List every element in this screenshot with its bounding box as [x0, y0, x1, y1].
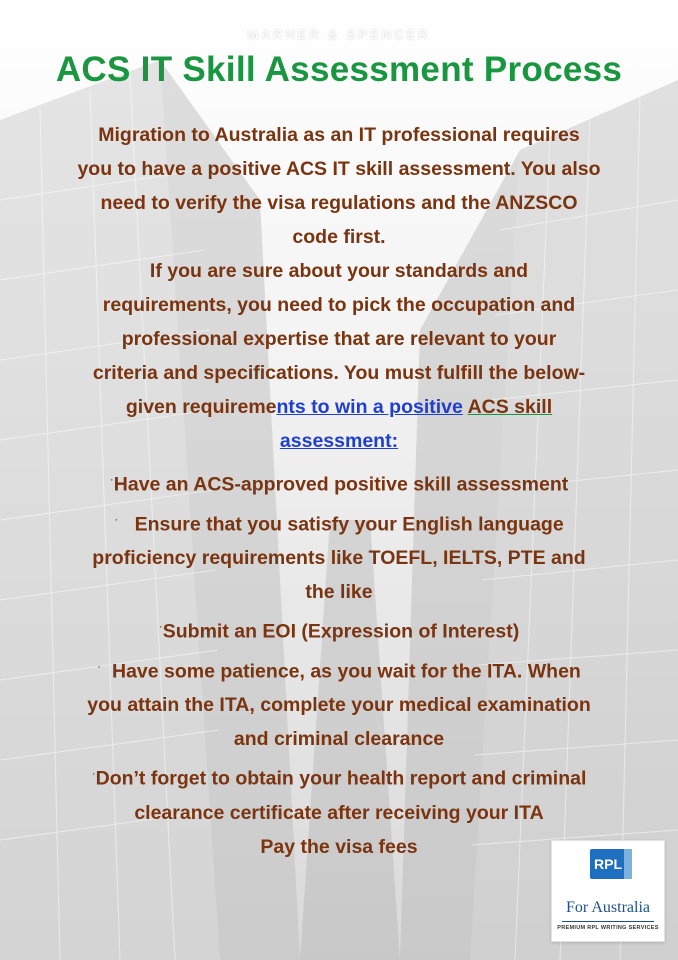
bullet-dot-icon: · [91, 766, 96, 780]
bullet-dot-icon: · [97, 658, 102, 673]
intro-line-link [0, 424, 678, 458]
bullet-item [0, 649, 678, 689]
bullet-item [0, 502, 678, 542]
bullet-item [0, 462, 678, 502]
bullet-line: proficiency requirements like TOEFL, IELTS, PTE and [92, 547, 586, 569]
logo-tagline: PREMIUM RPL WRITING SERVICES [557, 925, 659, 931]
intro-line-with-link [0, 390, 678, 424]
bullet-item [0, 756, 678, 796]
logo-name: For Australia [566, 899, 650, 916]
bullet-text: Submit an EOI (Expression of Interest) [162, 620, 520, 643]
hyperlink-text[interactable]: assessment: [279, 430, 399, 452]
intro-line: criteria and specifications. You must fulfill the below- [92, 362, 586, 384]
page-title: ACS IT Skill Assessment Process [55, 50, 623, 89]
bullet-line: the like [305, 581, 373, 603]
intro-text: given requireme [125, 396, 277, 418]
rpl-logo-icon: RPL [590, 849, 626, 879]
bullet-line: clearance certificate after receiving your ITA [134, 801, 544, 824]
bullet-line: and criminal clearance [233, 728, 445, 750]
intro-line: professional expertise that are relevant to your [121, 328, 557, 350]
bullet-dot-icon: · [114, 511, 119, 526]
bullet-item [0, 609, 678, 649]
bullet-dot-icon: · [109, 472, 114, 486]
bullet-text: Don’t forget to obtain your health report and criminal [95, 767, 587, 790]
bullet-dot-icon: · [158, 619, 163, 633]
intro-line: requirements, you need to pick the occupation and [102, 294, 576, 316]
bullet-line: you attain the ITA, complete your medical examination [87, 694, 591, 716]
content-body [0, 118, 678, 864]
bullet-text: Ensure that you satisfy your English language [134, 513, 564, 535]
watermark-text: MARNER & SPENCER [247, 27, 431, 42]
hyperlink-text[interactable]: nts to win a positive [276, 396, 463, 418]
intro-line: Migration to Australia as an IT professional requires [98, 124, 580, 146]
intro-line: If you are sure about your standards and [149, 260, 529, 282]
bullet-item: Pay the visa fees [260, 835, 418, 858]
intro-line: you to have a positive ACS IT skill assessment. You also [77, 158, 601, 180]
intro-line: code first. [292, 226, 386, 248]
bullet-text: Have an ACS-approved positive skill assessment [113, 473, 569, 496]
bullet-text: Have some patience, as you wait for the ITA. When [112, 660, 581, 682]
logo-divider [562, 921, 654, 922]
company-logo [551, 840, 665, 942]
intro-line: need to verify the visa regulations and the ANZSCO [100, 192, 578, 214]
hyperlink-text-green[interactable]: ACS skill [467, 396, 553, 418]
